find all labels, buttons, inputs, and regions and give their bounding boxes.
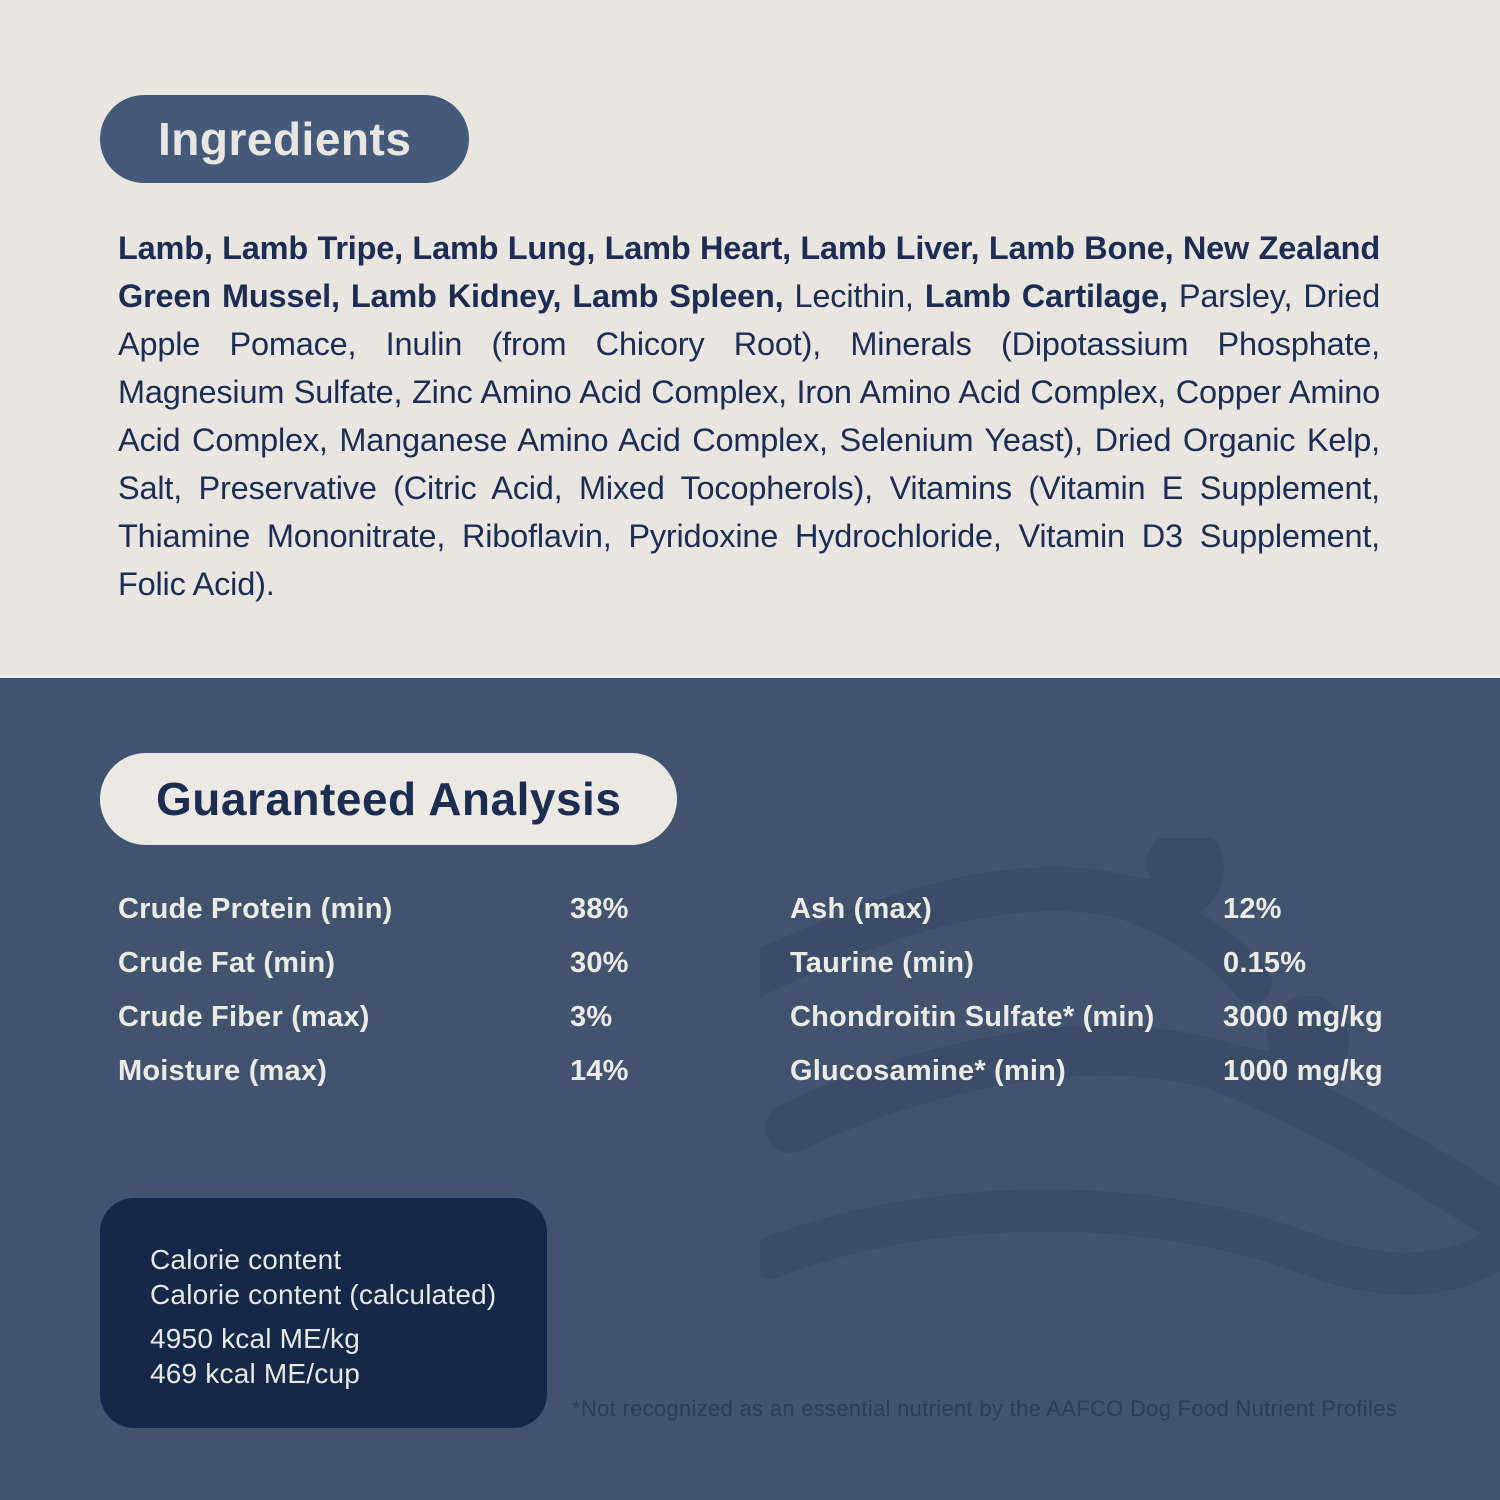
ingredients-list-text — [118, 224, 1380, 608]
calorie-value-cup: 469 kcal ME/cup — [150, 1358, 360, 1389]
analysis-row-value: 38% — [570, 893, 629, 925]
analysis-row — [118, 1000, 758, 1054]
analysis-row-value: 1000 mg/kg — [1223, 1055, 1383, 1087]
analysis-row-value: 3000 mg/kg — [1223, 1001, 1383, 1033]
ingredient-regular-run: Parsley, Dried Apple Pomace, Inulin (from Chicory Root), Minerals (Dipotassium Phosphate, Magnesium Sulfate, Zinc Amino Acid Complex, Iron Amino Acid Complex, Copper Amino Acid Complex, Manganese Amino Acid Complex, Selenium Yeast), Dried Organic Kelp, Salt, Preservative (Citric Acid, Mixed Tocopherols), Vitamins (Vitamin E Supplement, Thiamine Mononitrate, Riboflavin, Pyridoxine Hydrochloride, Vitamin D3 Supplement, Folic Acid). — [118, 278, 1380, 602]
section-divider — [0, 675, 1500, 678]
ingredients-title: Ingredients — [158, 113, 412, 165]
ingredient-regular-run: Lecithin, — [794, 278, 925, 314]
calorie-content-box — [100, 1198, 547, 1428]
analysis-row-value: 0.15% — [1223, 947, 1307, 979]
analysis-row-value: 12% — [1223, 893, 1282, 925]
analysis-row-label: Ash (max) — [790, 893, 932, 925]
ingredient-bold-run: Lamb, Lamb Tripe, Lamb Lung, Lamb Heart, Lamb Liver, Lamb Bone, New Zealand Green Mussel, Lamb Kidney, Lamb Spleen, — [118, 230, 1380, 314]
analysis-row-value: 3% — [570, 1001, 613, 1033]
analysis-title-pill — [100, 753, 677, 845]
analysis-row-value: 14% — [570, 1055, 629, 1087]
analysis-title: Guaranteed Analysis — [156, 773, 622, 825]
analysis-row — [790, 1054, 1490, 1108]
analysis-row-label: Crude Fat (min) — [118, 947, 336, 979]
analysis-row-label: Chondroitin Sulfate* (min) — [790, 1001, 1155, 1033]
ingredients-title-pill — [100, 95, 469, 183]
analysis-row-label: Taurine (min) — [790, 947, 975, 979]
calorie-value-kg: 4950 kcal ME/kg — [150, 1323, 360, 1354]
aafco-footnote: *Not recognized as an essential nutrient by the AAFCO Dog Food Nutrient Profiles — [572, 1396, 1397, 1421]
analysis-row-label: Crude Fiber (max) — [118, 1001, 370, 1033]
calorie-heading-line1: Calorie content — [150, 1244, 342, 1275]
guaranteed-analysis-section — [0, 678, 1500, 1500]
analysis-row — [118, 892, 758, 946]
analysis-row-value: 30% — [570, 947, 629, 979]
analysis-row — [118, 1054, 758, 1108]
analysis-row — [790, 892, 1490, 946]
analysis-row — [118, 946, 758, 1000]
ingredients-section — [0, 0, 1500, 678]
calorie-heading-line2: Calorie content (calculated) — [150, 1279, 497, 1310]
ingredient-bold-run: Lamb Cartilage, — [924, 278, 1179, 314]
analysis-table-left-column — [118, 892, 758, 1108]
analysis-row — [790, 1000, 1490, 1054]
analysis-row-label: Glucosamine* (min) — [790, 1055, 1066, 1087]
analysis-row-label: Moisture (max) — [118, 1055, 328, 1087]
analysis-table-right-column — [790, 892, 1490, 1108]
analysis-row-label: Crude Protein (min) — [118, 893, 393, 925]
analysis-row — [790, 946, 1490, 1000]
